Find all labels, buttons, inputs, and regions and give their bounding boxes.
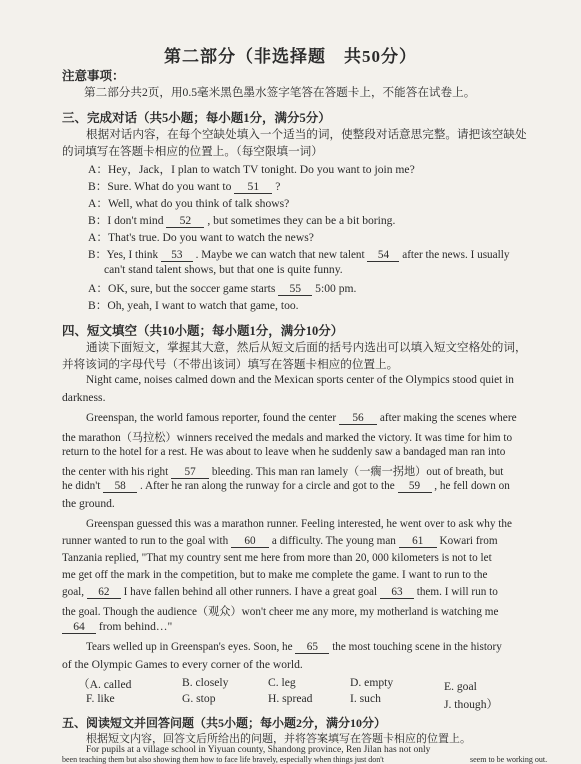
dialogue-line: A：Well, what do you think of talk shows? xyxy=(88,197,290,210)
blank-55: 55 xyxy=(278,282,312,296)
blank-65: 65 xyxy=(295,641,329,654)
section5-heading: 五、阅读短文并回答问题（共5小题；每小题2分，满分10分） xyxy=(62,716,387,730)
passage-line: darkness. xyxy=(62,391,106,404)
passage-line: he didn't 58 . After he ran along the runway for a circle and got to the 59 , he fell down on xyxy=(62,480,510,492)
section5-instruction: 根据短文内容，回答文后所给出的问题，并将答案填写在答题卡相应的位置上。 xyxy=(86,733,471,745)
dialogue-line: B：I don't mind 52 , but sometimes they can be a bit boring. xyxy=(88,214,396,227)
blank-59: 59 xyxy=(398,480,432,493)
part-title: 第二部分（非选择题 共50分） xyxy=(164,47,417,66)
dialogue-line: B：Oh, yeah, I want to watch that game, too. xyxy=(88,299,299,312)
blank-63: 63 xyxy=(380,586,414,599)
blank-53: 53 xyxy=(161,249,193,262)
blank-51: 51 xyxy=(234,180,272,194)
blank-60: 60 xyxy=(231,535,269,548)
notice-text: 第二部分共2页，用0.5毫米黑色墨水签字笔答在答题卡上，不能答在试卷上。 xyxy=(84,86,476,99)
option-i: I. such xyxy=(350,692,381,705)
section4-instruction: 并将该词的字母代号（不带出该词）填写在答题卡相应的位置上。 xyxy=(62,358,399,371)
option-f: F. like xyxy=(86,692,115,705)
blank-57: 57 xyxy=(171,466,209,479)
passage-line: Tanzania replied, "That my country sent me here from more than 20, 000 kilometers is not to let xyxy=(62,552,492,564)
dialogue-line: A：OK, sure, but the soccer game starts 55 5:00 pm. xyxy=(88,282,357,295)
option-g: G. stop xyxy=(182,692,216,705)
notice-label: 注意事项： xyxy=(62,69,125,83)
passage-line: Greenspan, the world famous reporter, found the center 56 after making the scenes where xyxy=(86,412,517,424)
option-j: J. though） xyxy=(444,698,499,711)
passage-line: the ground. xyxy=(62,497,115,510)
option-e: E. goal xyxy=(444,680,477,693)
passage-line: runner wanted to run to the goal with 60 a difficulty. The young man 61 Kowari from xyxy=(62,535,498,547)
section4-instruction: 通读下面短文，掌握其大意，然后从短文后面的括号内选出可以填入短文空格处的词， xyxy=(86,341,527,354)
section3-instruction: 的词填写在答题卡相应的位置上。（每空限填一词） xyxy=(62,145,323,158)
dialogue-line: can't stand talent shows, but that one is quite funny. xyxy=(104,263,343,276)
passage-line: return to the hotel for a rest. He was about to leave when he suddenly saw a bandaged man ran into xyxy=(62,446,506,458)
dialogue-line: B：Yes, I think 53 . Maybe we can watch that new talent 54 after the news. I usually xyxy=(88,249,510,261)
blank-62: 62 xyxy=(87,586,121,599)
section3-heading: 三、完成对话（共5小题；每小题1分，满分5分） xyxy=(62,111,331,125)
passage-line: me get off the mark in the competition, but to make me complete the game. I want to run to the xyxy=(62,569,488,581)
section4-heading: 四、短文填空（共10小题；每小题1分，满分10分） xyxy=(62,324,344,338)
option-a: （A. called xyxy=(78,678,132,691)
passage-line: Greenspan guessed this was a marathon runner. Feeling interested, he went over to ask why the xyxy=(86,518,512,530)
passage-line: the goal. Though the audience（观众）won't cheer me any more, my motherland is watching me xyxy=(62,606,499,618)
blank-61: 61 xyxy=(399,535,437,548)
blank-52: 52 xyxy=(166,214,204,228)
blank-64: 64 xyxy=(62,620,96,634)
dialogue-line: B：Sure. What do you want to 51 ? xyxy=(88,180,281,193)
option-d: D. empty xyxy=(350,676,394,689)
option-c: C. leg xyxy=(268,676,296,689)
blank-56: 56 xyxy=(339,412,377,425)
blank-54: 54 xyxy=(367,249,399,262)
passage-line: been teaching them but also showing them how to face life bravely, especially when things just don't xyxy=(62,755,384,764)
blank-58: 58 xyxy=(103,480,137,493)
passage-line: the marathon（马拉松）winners received the medals and marked the victory. It was time for him to xyxy=(62,432,513,444)
passage-line: goal, 62 I have fallen behind all other runners. I have a great goal 63 them. I will run to xyxy=(62,586,498,598)
option-h: H. spread xyxy=(268,692,313,705)
option-b: B. closely xyxy=(182,676,229,689)
passage-line: For pupils at a village school in Yiyuan county, Shandong province, Ren Jilan has not only xyxy=(86,745,431,755)
dialogue-line: A：That's true. Do you want to watch the news? xyxy=(88,231,314,244)
passage-line: the center with his right 57 bleeding. This man ran lamely（一瘸一拐地）out of breath, but xyxy=(62,466,504,478)
passage-line: seem to be working out. xyxy=(470,755,548,764)
passage-line: Tears welled up in Greenspan's eyes. Soon, he 65 the most touching scene in the history xyxy=(86,641,502,653)
passage-line: 64 from behind…" xyxy=(62,620,172,634)
dialogue-line: A：Hey，Jack，I plan to watch TV tonight. Do you want to join me? xyxy=(88,163,415,176)
passage-line: of the Olympic Games to every corner of the world. xyxy=(62,658,303,671)
section3-instruction: 根据对话内容，在每个空缺处填入一个适当的词，使整段对话意思完整。请把该空缺处 xyxy=(86,128,527,141)
passage-line: Night came, noises calmed down and the Mexican sports center of the Olympics stood quiet in xyxy=(86,374,514,386)
